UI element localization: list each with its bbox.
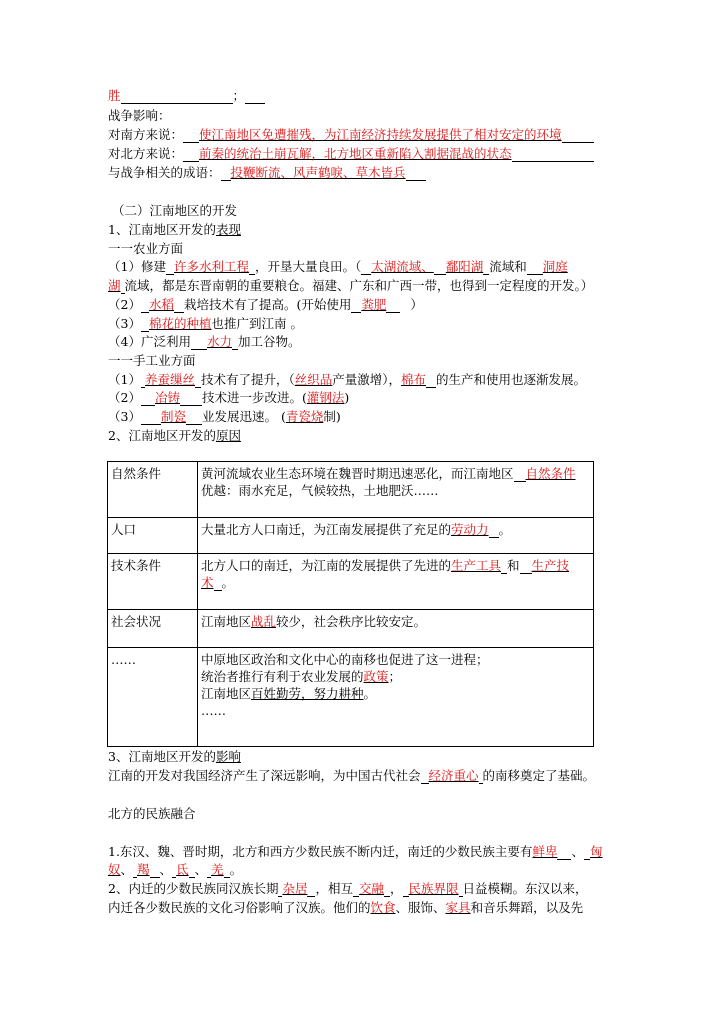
row-content — [198, 554, 594, 610]
answer-xianbei: 鲜卑 — [532, 844, 558, 859]
reasons-table — [107, 461, 594, 747]
answer-dongting: 洞庭 — [542, 259, 568, 274]
answer-war: 战乱 — [251, 614, 277, 629]
agri-item-3 — [108, 316, 303, 332]
text: 内迁各少数民族的文化习俗影响了汉族。他们的 — [108, 900, 371, 915]
text: 栽培技术有了提高。(开始使用 — [183, 297, 352, 312]
agri-item-4 — [108, 334, 301, 350]
answer-taihu: 太湖流域、 — [371, 259, 434, 274]
answer-celadon: 青瓷烧 — [285, 409, 324, 424]
text: 江南地区 — [201, 614, 252, 629]
answer-techniques: 生产技 — [531, 558, 570, 573]
line-south — [108, 127, 594, 143]
text: 。 — [363, 686, 377, 701]
text: 优越：雨水充足，气候较热，土地肥沃…… — [201, 483, 439, 498]
answer-food: 饮食 — [370, 900, 396, 915]
text: 江南地区 — [201, 686, 252, 701]
agri-item-1-cont — [108, 278, 593, 294]
answer-ethnic-boundary: 民族界限 — [408, 881, 459, 896]
table-row — [108, 648, 594, 747]
north-item-2 — [108, 881, 588, 897]
answer-rice: 水稻 — [148, 297, 174, 312]
text: 流域和 — [489, 259, 527, 274]
answer-victory: 胜 — [108, 88, 121, 103]
text: 较少，社会秩序比较安定。 — [276, 614, 427, 629]
text: 。 — [498, 522, 512, 537]
answer-lake: 湖 — [108, 278, 121, 293]
text: （2） — [108, 390, 141, 405]
heading-underlined: 影响 — [215, 749, 241, 764]
answer-qiang: 羌 — [211, 862, 224, 877]
answer-economic-center: 经济重心 — [428, 768, 479, 783]
answer-tools: 生产工具 — [451, 558, 502, 573]
agri-item-2 — [108, 297, 423, 313]
text: …… — [201, 703, 226, 718]
text: 黄河流域农业生态环境在魏晋时期迅速恶化，而江南地区 — [201, 466, 514, 481]
table-row — [108, 610, 594, 648]
row-header-etc: …… — [108, 648, 198, 747]
row-content — [198, 648, 594, 747]
answer-policy: 政策 — [363, 669, 389, 684]
separator: 、 — [159, 862, 173, 877]
text: 江南的开发对我国经济产生了深远影响，为中国古代社会 — [108, 768, 421, 783]
text: 和音乐舞蹈，以及先 — [470, 900, 584, 915]
text: 和 — [507, 558, 520, 573]
table-row — [108, 554, 594, 610]
heading-performance — [108, 222, 241, 238]
text: 技术进一步改进。( — [201, 390, 307, 405]
heading-underlined: 原因 — [215, 428, 241, 443]
text: ） — [410, 297, 423, 312]
table-row — [108, 462, 594, 518]
heading-underlined: 表现 — [215, 222, 241, 237]
text: 业发展迅速。 ( — [201, 409, 286, 424]
hand-item-1 — [108, 372, 586, 388]
label-north: 对北方来说： — [108, 146, 184, 161]
answer-north: 前秦的统治土崩瓦解，北方地区重新陷入割据混战的状态 — [199, 146, 512, 161]
table-row — [108, 518, 594, 554]
answer-di: 氐 — [176, 862, 189, 877]
text: 2、内迁的少数民族同汉族长期 — [108, 881, 279, 896]
line-idioms — [108, 165, 426, 181]
text: 加工谷物。 — [237, 334, 301, 349]
text: ； — [388, 669, 402, 684]
text: （1）修建 — [108, 259, 166, 274]
answer-mixed-living: 杂居 — [282, 881, 308, 896]
text: 统治者推行有利于农业发展的 — [201, 669, 364, 684]
answer-cotton-cloth: 棉布 — [401, 372, 427, 387]
hand-item-2 — [108, 390, 349, 406]
text: 、服饰、 — [395, 900, 446, 915]
answer-xiongnu: 匈 — [589, 844, 603, 859]
text: 的南移奠定了基础。 — [482, 768, 596, 783]
underlined-text: 百姓勤劳，努力耕种 — [251, 686, 364, 701]
text: ，相互 — [315, 881, 353, 896]
answer-idioms: 投鞭断流、风声鹤唳、草木皆兵 — [230, 165, 406, 180]
row-header-nature: 自然条件 — [108, 462, 198, 518]
answer-poyang: 鄱阳湖 — [445, 259, 484, 274]
heading-text: 1、江南地区开发的 — [108, 222, 216, 237]
row-content — [198, 518, 594, 554]
war-effect-title: 战争影响： — [108, 108, 171, 123]
answer-xiongnu-cont: 奴 — [108, 862, 121, 877]
text: （1） — [108, 372, 141, 387]
agri-title: 一一农业方面 — [108, 241, 184, 256]
north-item-1-cont — [108, 862, 242, 878]
row-header-technology: 技术条件 — [108, 554, 198, 610]
text: 北方人口的南迁，为江南的发展提供了先进的 — [201, 558, 452, 573]
answer-silk: 养蚕缫丝 — [144, 372, 195, 387]
answer-water-projects: 许多水利工程 — [173, 259, 249, 274]
text: 流域，都是东晋南朝的重要粮仓。福建、广东和广西一带，也得到一定程度的开发。） — [124, 278, 594, 293]
answer-porcelain: 制瓷 — [160, 409, 186, 424]
north-section-title: 北方的民族融合 — [108, 806, 196, 821]
text: （3） — [108, 316, 141, 331]
north-item-1 — [108, 844, 602, 860]
heading-impact — [108, 749, 241, 765]
impact-body — [108, 768, 595, 784]
separator: 、 — [120, 862, 134, 877]
north-item-3 — [108, 900, 583, 916]
separator: ； — [232, 88, 246, 103]
text: （4）广泛利用 — [108, 334, 191, 349]
row-content — [198, 462, 594, 518]
label-idioms: 与战争相关的成语： — [108, 165, 221, 180]
line-victory — [108, 88, 265, 104]
text: 。 — [221, 575, 235, 590]
separator: 、 — [194, 862, 208, 877]
agri-item-1 — [108, 259, 568, 275]
text: 的生产和使用也逐渐发展。 — [436, 372, 587, 387]
line-north — [108, 146, 594, 162]
heading-reasons — [108, 428, 241, 444]
answer-labor: 劳动力 — [451, 522, 489, 537]
text: ，开垦大量良田。（ — [254, 259, 362, 274]
label-south: 对南方来说： — [108, 127, 184, 142]
heading-text: 3、江南地区开发的 — [108, 749, 216, 764]
answer-south: 使江南地区免遭摧残，为江南经济持续发展提供了相对安定的环境 — [199, 127, 562, 142]
answer-steel-method: 灌钢法 — [306, 390, 345, 405]
handicraft-title: 一一手工业方面 — [108, 353, 196, 368]
text: 制) — [323, 409, 341, 424]
row-header-population: 人口 — [108, 518, 198, 554]
text: （3） — [108, 409, 141, 424]
text: 也推广到江南 。 — [211, 316, 303, 331]
hand-item-3 — [108, 409, 341, 425]
answer-casting: 冶铸 — [154, 390, 180, 405]
row-header-society: 社会状况 — [108, 610, 198, 648]
text: 大量北方人口南迁，为江南发展提供了充足的 — [201, 522, 452, 537]
text: 日益模糊。东汉以来， — [462, 881, 588, 896]
answer-cotton: 棉花的种植 — [148, 316, 212, 331]
text: 技术有了提升，（ — [200, 372, 295, 387]
answer-manure: 粪肥 — [361, 297, 387, 312]
answer-natural-conditions: 自然条件 — [525, 466, 576, 481]
text: ， — [390, 881, 403, 896]
answer-waterpower: 水力 — [206, 334, 232, 349]
answer-blending: 交融 — [359, 881, 385, 896]
text: （2） — [108, 297, 141, 312]
text: 产量激增）， — [332, 372, 402, 387]
answer-techniques-cont: 术 — [201, 575, 214, 590]
answer-silk-products: 丝织品 — [294, 372, 333, 387]
text: 中原地区政治和文化中心的南移也促进了这一进程； — [201, 652, 489, 667]
row-content — [198, 610, 594, 648]
section-title-jiangnan: （二）江南地区的开发 — [112, 203, 238, 218]
text: 。 — [229, 862, 243, 877]
answer-jie: 羯 — [137, 862, 150, 877]
separator: 、 — [571, 844, 584, 859]
text: 1.东汉、魏、晋时期，北方和西方少数民族不断内迁，南迁的少数民族主要有 — [108, 844, 533, 859]
heading-text: 2、江南地区开发的 — [108, 428, 216, 443]
answer-furniture: 家具 — [445, 900, 471, 915]
text: ) — [344, 390, 350, 405]
